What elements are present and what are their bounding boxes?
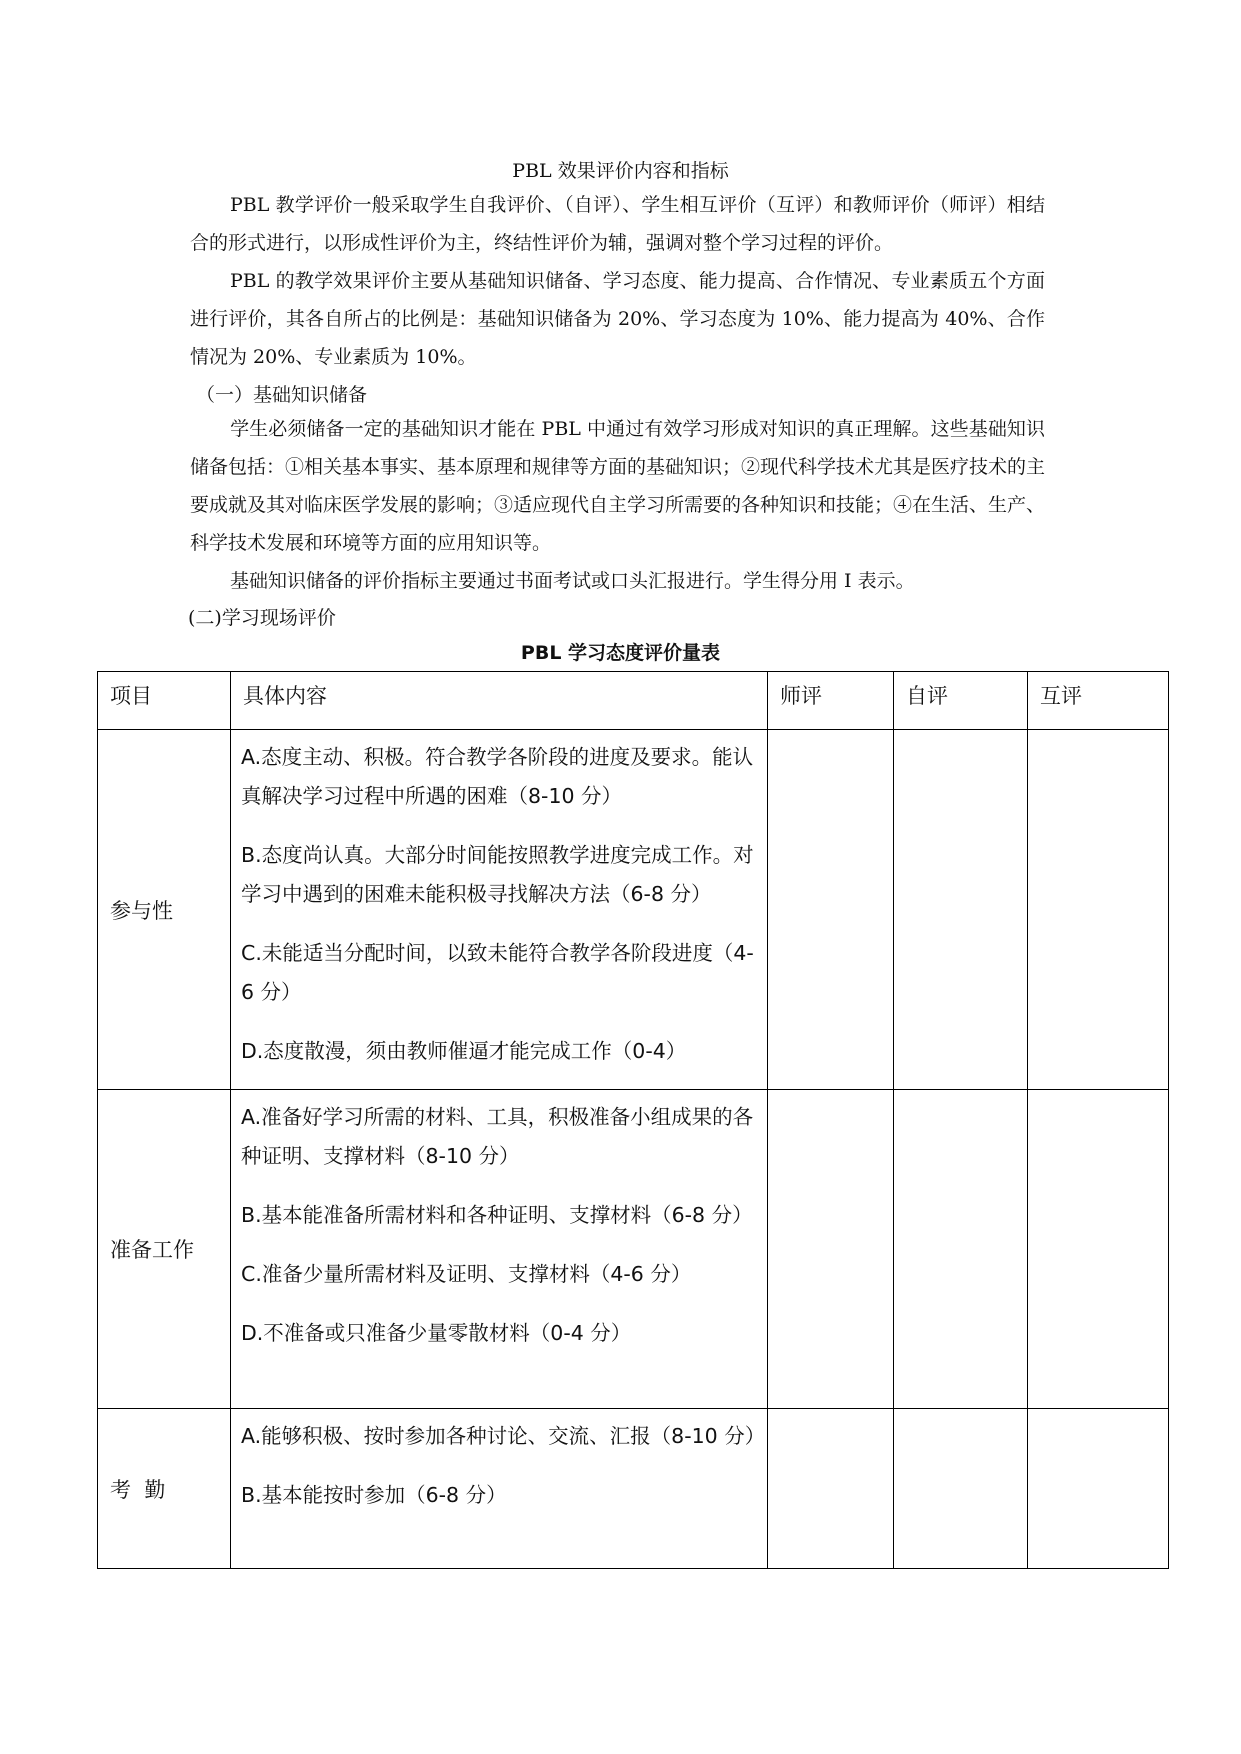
peer-score-cell[interactable] [1028,1090,1169,1409]
document-title: PBL 效果评价内容和指标 [512,160,729,182]
teacher-score-cell[interactable] [768,730,894,1090]
intro-text: PBL 教学评价一般采取学生自我评价、（自评）、学生相互评价（互评）和教师评价（师评）相结合的形式进行，以形成性评价为主，终结性评价为辅，强调对整个学习过程的评价。 [190,194,1045,254]
section1-heading: （一）基础知识储备 [196,384,368,406]
evaluation-table [97,671,1169,1569]
proportions-paragraph [190,262,1045,376]
header-item: 项目 [98,672,231,730]
peer-score-cell[interactable] [1028,1409,1169,1569]
peer-score-cell[interactable] [1028,730,1169,1090]
row-item-label: 考 勤 [98,1409,231,1569]
teacher-score-cell[interactable] [768,1090,894,1409]
table-row [98,1409,1169,1569]
row-item-label: 准备工作 [98,1090,231,1409]
criterion-a: A.能够积极、按时参加各种讨论、交流、汇报（8-10 分） [241,1424,766,1448]
header-teacher-eval: 师评 [768,672,894,730]
criterion-b: B.基本能准备所需材料和各种证明、支撑材料（6-8 分） [241,1203,753,1227]
criterion-d: D.态度散漫，须由教师催逼才能完成工作（0-4） [241,1039,687,1063]
self-score-cell[interactable] [894,730,1028,1090]
header-peer-eval: 互评 [1028,672,1169,730]
criterion-c: C.准备少量所需材料及证明、支撑材料（4-6 分） [241,1262,692,1286]
teacher-score-cell[interactable] [768,1409,894,1569]
section2-heading: (二)学习现场评价 [188,607,336,629]
criterion-a: A.态度主动、积极。符合教学各阶段的进度及要求。能认真解决学习过程中所遇的困难（8-10 分） [241,745,754,808]
criterion-a: A.准备好学习所需的材料、工具，积极准备小组成果的各种证明、支撑材料（8-10 分） [241,1105,754,1168]
header-content: 具体内容 [231,672,768,730]
self-score-cell[interactable] [894,1409,1028,1569]
section1-scoring-text: 基础知识储备的评价指标主要通过书面考试或口头汇报进行。学生得分用 I 表示。 [230,570,915,592]
table-row [98,1090,1169,1409]
row-criteria [231,730,768,1090]
table-header-row [98,672,1169,730]
intro-paragraph [190,186,1045,262]
section1-scoring-paragraph [190,562,1045,600]
row-item-label: 参与性 [98,730,231,1090]
self-score-cell[interactable] [894,1090,1028,1409]
section1-body-paragraph [190,410,1045,562]
table-title: PBL 学习态度评价量表 [520,642,721,664]
criterion-c: C.未能适当分配时间，以致未能符合教学各阶段进度（4-6 分） [241,941,754,1004]
row-criteria [231,1090,768,1409]
proportions-text: PBL 的教学效果评价主要从基础知识储备、学习态度、能力提高、合作情况、专业素质五个方面进行评价，其各自所占的比例是：基础知识储备为 20%、学习态度为 10%、能力提高为 40%、合作情况为 20%、专业素质为 10%。 [190,270,1045,368]
header-self-eval: 自评 [894,672,1028,730]
section1-body-text: 学生必须储备一定的基础知识才能在 PBL 中通过有效学习形成对知识的真正理解。这些基础知识储备包括：①相关基本事实、基本原理和规律等方面的基础知识；②现代科学技术尤其是医疗技术的主要成就及其对临床医学发展的影响；③适应现代自主学习所需要的各种知识和技能；④在生活、生产、科学技术发展和环境等方面的应用知识等。 [190,418,1046,554]
criterion-b: B.态度尚认真。大部分时间能按照教学进度完成工作。对学习中遇到的困难未能积极寻找解决方法（6-8 分） [241,843,754,906]
criterion-d: D.不准备或只准备少量零散材料（0-4 分） [241,1321,632,1345]
criterion-b: B.基本能按时参加（6-8 分） [241,1483,507,1507]
row-criteria [231,1409,768,1569]
table-row [98,730,1169,1090]
